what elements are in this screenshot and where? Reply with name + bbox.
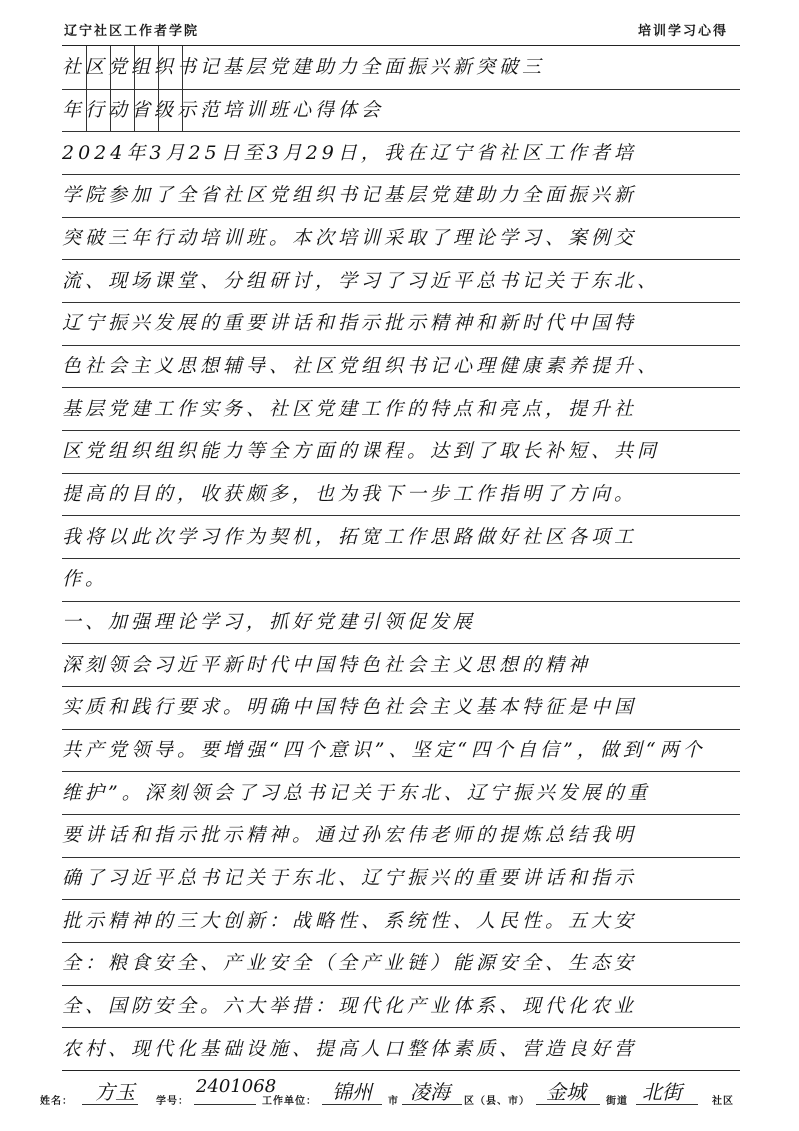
- grid-row-line: [62, 259, 740, 260]
- handwritten-line: 作。: [62, 568, 109, 591]
- handwritten-line: 基层党建工作实务、社区党建工作的特点和亮点，提升社: [62, 397, 638, 420]
- handwritten-line: 要讲话和指示批示精神。通过孙宏伟老师的提炼总结我明: [62, 824, 638, 847]
- grid-row-line: [62, 217, 740, 218]
- grid-row-line: [62, 302, 740, 303]
- handwritten-line: 批示精神的三大创新：战略性、系统性、人民性。五大安: [62, 909, 638, 932]
- city-value: 锦州: [332, 1080, 372, 1104]
- handwritten-line: 学院参加了全省社区党组织书记基层党建助力全面振兴新: [62, 184, 638, 207]
- grid-row-line: [62, 643, 740, 644]
- community-underline: [636, 1104, 698, 1105]
- handwritten-line: 区党组织组织能力等全方面的课程。达到了取长补短、共同: [62, 440, 661, 463]
- handwritten-line: 确了习近平总书记关于东北、辽宁振兴的重要讲话和指示: [62, 867, 638, 889]
- grid-row-line: [62, 473, 740, 474]
- handwritten-line: 流、现场课堂、分组研讨，学习了习近平总书记关于东北、: [62, 269, 661, 292]
- grid-row-line: [62, 89, 740, 90]
- essay-grid-paper: [62, 45, 740, 1071]
- handwritten-line: 辽宁振兴发展的重要讲话和指示批示精神和新时代中国特: [62, 312, 638, 335]
- grid-cell-divider: [158, 46, 159, 131]
- grid-row-line: [62, 985, 740, 986]
- name-label: 姓名：: [40, 1096, 73, 1107]
- grid-row-line: [62, 174, 740, 175]
- district-underline: [402, 1104, 462, 1105]
- city-underline: [322, 1104, 382, 1105]
- handwritten-line: 共产党领导。要增强“四个意识”、坚定“四个自信”，做到“两个: [62, 739, 706, 761]
- grid-cell-divider: [182, 46, 183, 131]
- handwritten-line: 色社会主义思想辅导、社区党组织书记心理健康素养提升、: [62, 355, 661, 377]
- grid-row-line: [62, 1027, 740, 1028]
- handwritten-line: 全：粮食安全、产业安全（全产业链）能源安全、生态安: [62, 952, 638, 975]
- grid-row-line: [62, 387, 740, 388]
- grid-row-line: [62, 345, 740, 346]
- community-suffix: 社区: [712, 1096, 734, 1107]
- grid-row-line: [62, 515, 740, 516]
- grid-row-line: [62, 771, 740, 772]
- grid-row-line: [62, 942, 740, 943]
- grid-row-line: [62, 899, 740, 900]
- city-suffix: 市: [388, 1096, 399, 1107]
- institution-name: 辽宁社区工作者学院: [64, 24, 200, 39]
- grid-cell-divider: [110, 46, 111, 131]
- handwritten-line: 农村、现代化基础设施、提高人口整体素质、营造良好营: [62, 1037, 638, 1060]
- handwritten-line: 年行动省级示范培训班心得体会: [62, 99, 385, 121]
- grid-row-line: [62, 601, 740, 602]
- page-header: [0, 14, 799, 44]
- grid-row-line: [62, 558, 740, 559]
- handwritten-line: 一、加强理论学习，抓好党建引领促发展: [62, 611, 477, 633]
- community-value: 北街: [642, 1080, 682, 1104]
- name-value: 方玉: [95, 1080, 135, 1104]
- street-underline: [536, 1104, 600, 1105]
- handwritten-line: 2024年3月25日至3月29日，我在辽宁省社区工作者培: [62, 141, 637, 164]
- grid-cell-divider: [86, 46, 87, 131]
- student-id-value: 2401068: [196, 1076, 277, 1097]
- handwritten-line: 突破三年行动培训班。本次培训采取了理论学习、案例交: [62, 227, 638, 249]
- handwritten-line: 提高的目的，收获颇多，也为我下一步工作指明了方向。: [62, 483, 638, 505]
- grid-row-line: [62, 131, 740, 132]
- handwritten-line: 维护”。深刻领会了习总书记关于东北、辽宁振兴发展的重: [62, 781, 651, 804]
- document-category: 培训学习心得: [638, 24, 729, 39]
- grid-row-line: [62, 814, 740, 815]
- grid-row-line: [62, 857, 740, 858]
- work-unit-label: 工作单位：: [262, 1096, 317, 1107]
- street-value: 金城: [546, 1080, 586, 1104]
- name-underline: [82, 1104, 138, 1105]
- student-info-footer: [0, 1074, 799, 1114]
- handwritten-line: 深刻领会习近平新时代中国特色社会主义思想的精神: [62, 653, 592, 676]
- student-id-label: 学号：: [156, 1096, 189, 1107]
- grid-cell-divider: [134, 46, 135, 131]
- student-id-underline: [194, 1104, 256, 1105]
- handwritten-line: 全、国防安全。六大举措：现代化产业体系、现代化农业: [62, 995, 638, 1017]
- handwritten-line: 社区党组织书记基层党建助力全面振兴新突破三: [62, 56, 546, 79]
- handwritten-line: 实质和践行要求。明确中国特色社会主义基本特征是中国: [62, 696, 638, 719]
- district-value: 凌海: [410, 1080, 450, 1104]
- district-suffix: 区（县、市）: [464, 1096, 530, 1107]
- grid-row-line: [62, 430, 740, 431]
- handwritten-line: 我将以此次学习作为契机，拓宽工作思路做好社区各项工: [62, 525, 638, 548]
- grid-row-line: [62, 729, 740, 730]
- street-suffix: 街道: [606, 1096, 628, 1107]
- grid-row-line: [62, 686, 740, 687]
